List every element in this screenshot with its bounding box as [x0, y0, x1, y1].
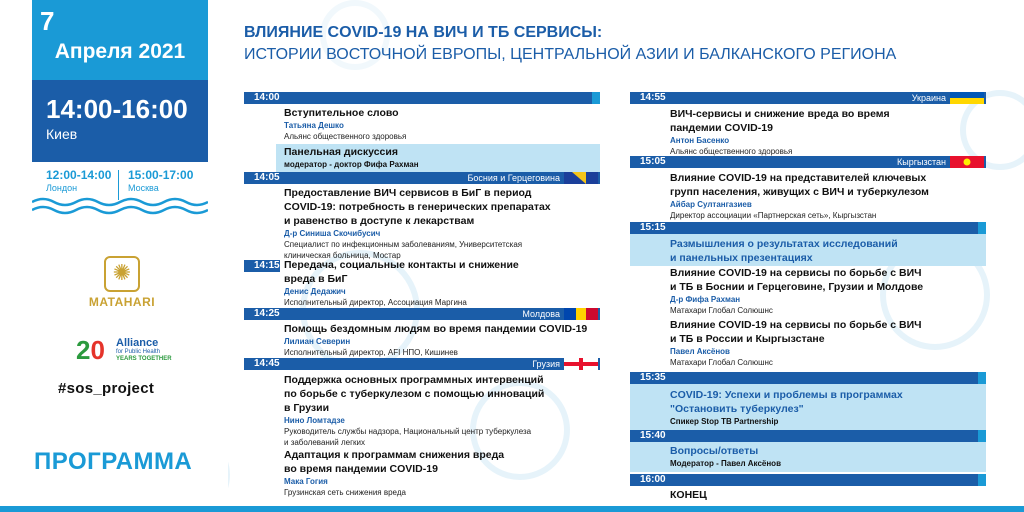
timezone-london	[46, 168, 111, 193]
kyrgyzstan-flag-icon	[950, 156, 984, 168]
item-title: Поддержка основных программных интервенций	[284, 374, 544, 386]
item-affiliation: Альянс общественного здоровья	[670, 147, 793, 156]
item-speaker: Павел Аксёнов	[670, 347, 730, 356]
alliance-20	[76, 336, 105, 364]
alliance-sub: for Public Health	[116, 349, 161, 355]
item-title: Влияние COVID-19 на сервисы по борьбе с ВИЧ	[670, 267, 922, 279]
slot-time: 16:00	[640, 474, 666, 485]
item-title: пандемии COVID-19	[670, 122, 773, 134]
page-subtitle: ИСТОРИИ ВОСТОЧНОЙ ЕВРОПЫ, ЦЕНТРАЛЬНОЙ АЗИИ И БАЛКАНСКОГО РЕГИОНА	[244, 46, 897, 63]
tz-time: 12:00-14:00	[46, 168, 112, 182]
item-affiliation: Исполнительный директор, Ассоциация Маргина	[284, 298, 467, 307]
sidebar	[0, 0, 228, 512]
item-title: Влияние COVID-19 на сервисы по борьбе с ВИЧ	[670, 319, 922, 331]
item-speaker: Айбар Султангазиев	[670, 200, 752, 209]
item-title: COVID-19: потребность в генерических препаратах	[284, 201, 551, 213]
slot-country: Кыргызстан	[897, 157, 946, 167]
item-title: Вступительное слово	[284, 107, 399, 119]
agenda-item	[670, 488, 707, 502]
date-box	[32, 0, 208, 80]
slot-country: Босния и Герцеговина	[467, 173, 560, 183]
agenda-item	[284, 106, 406, 142]
agenda-item	[284, 186, 551, 261]
item-speaker: Лилиан Северин	[284, 337, 351, 346]
program-title: ПРОГРАММА	[34, 448, 193, 475]
item-title: Передача, социальные контакты и снижение	[284, 259, 519, 271]
item-title: Размышления о результатах исследований	[670, 238, 898, 250]
time-slot	[244, 308, 600, 320]
agenda-item	[284, 322, 587, 358]
slot-time: 15:40	[640, 430, 666, 441]
item-speaker: Антон Басенко	[670, 136, 730, 145]
slot-time: 14:15	[254, 260, 280, 271]
item-affiliation: Матахари Глобал Солюшнс	[670, 358, 773, 367]
item-affiliation: клиническая больница, Мостар	[284, 251, 401, 260]
slot-bar	[978, 222, 986, 234]
item-affiliation: Альянс общественного здоровья	[284, 132, 407, 141]
slot-bar	[978, 372, 986, 384]
time-slot	[630, 474, 986, 486]
agenda-item	[670, 237, 898, 265]
item-speaker: Татьяна Дешко	[284, 121, 344, 130]
agenda-item	[670, 266, 923, 316]
alliance-2: 2	[76, 335, 91, 365]
time-slot	[244, 172, 600, 184]
item-title: COVID-19: Успехи и проблемы в программах	[670, 389, 903, 401]
time-slot	[630, 92, 986, 104]
timezone-moscow	[128, 168, 193, 193]
item-speaker: Спикер Stop TB Partnership	[670, 417, 779, 426]
item-title: и равенство в доступе к лекарствам	[284, 215, 475, 227]
item-title: и панельных презентациях	[670, 252, 813, 264]
slot-country: Молдова	[522, 309, 560, 319]
item-speaker: Модератор - Павел Аксёнов	[670, 459, 781, 468]
matahari-logo-text: MATAHARI	[88, 295, 156, 309]
item-affiliation: Руководитель службы надзора, Национальный центр туберкулеза	[284, 427, 532, 436]
time-slot	[630, 430, 986, 442]
time-slot	[630, 372, 986, 384]
tz-time: 15:00-17:00	[128, 168, 194, 182]
item-title: КОНЕЦ	[670, 489, 707, 501]
item-speaker: Д-р Фифа Рахман	[670, 295, 741, 304]
slot-time: 14:05	[254, 172, 280, 183]
item-title: Предоставление ВИЧ сервисов в БиГ в период	[284, 187, 532, 199]
agenda-item	[284, 373, 544, 448]
agenda-item	[670, 171, 929, 221]
item-title: Панельная дискуссия	[284, 146, 398, 158]
item-title: во время пандемии COVID-19	[284, 463, 438, 475]
matahari-logo	[84, 256, 160, 309]
item-affiliation: Грузинская сеть снижения вреда	[284, 488, 406, 497]
slot-bar	[978, 430, 986, 442]
sos-project-logo: #sos_project	[58, 380, 155, 397]
item-title: Влияние COVID-19 на представителей ключевых	[670, 172, 927, 184]
item-title: вреда в БиГ	[284, 273, 348, 285]
georgia-flag-icon	[564, 358, 598, 370]
item-affiliation: Директор ассоциации «Партнерская сеть», Кыргызстан	[670, 211, 877, 220]
slot-time: 15:35	[640, 372, 666, 383]
alliance-logo	[76, 336, 186, 364]
item-title: "Остановить туберкулез"	[670, 403, 804, 415]
agenda-item	[670, 318, 922, 368]
date-day: 7	[40, 6, 55, 36]
item-title: групп населения, живущих с ВИЧ и туберкулезом	[670, 186, 929, 198]
slot-time: 14:55	[640, 92, 666, 103]
wave-decoration	[32, 196, 208, 216]
alliance-0: 0	[90, 335, 105, 365]
item-affiliation: Специалист по инфекционным заболеваниям, Университетская	[284, 240, 523, 249]
agenda-item	[670, 444, 781, 469]
item-speaker: модератор - доктор Фифа Рахман	[284, 160, 419, 169]
item-affiliation: Исполнительный директор, AFI НПО, Кишинев	[284, 348, 458, 357]
slot-bar	[978, 474, 986, 486]
item-speaker: Д-р Синиша Скочибусич	[284, 229, 381, 238]
tz-city: Москва	[128, 183, 159, 193]
item-title: Помощь бездомным людям во время пандемии COVID-19	[284, 323, 588, 335]
item-title: Вопросы/ответы	[670, 445, 759, 457]
bosnia-flag-icon	[564, 172, 598, 184]
agenda-item	[284, 145, 419, 170]
slot-country: Украина	[911, 93, 946, 103]
schedule-left-column	[244, 92, 600, 506]
ukraine-flag-icon	[950, 92, 984, 104]
schedule-right-column	[630, 92, 986, 506]
item-affiliation: Матахари Глобал Солюшнс	[670, 306, 773, 315]
slot-bar	[592, 92, 600, 104]
item-speaker: Мака Гогия	[284, 477, 328, 486]
agenda-item	[284, 448, 504, 498]
slot-time: 14:25	[254, 308, 280, 319]
alliance-years: YEARS TOGETHER	[116, 356, 172, 362]
item-title: и ТБ в России и Кыргызстане	[670, 333, 825, 345]
page-title: ВЛИЯНИЕ COVID-19 НА ВИЧ И ТБ СЕРВИСЫ:	[244, 24, 603, 41]
slot-country: Грузия	[532, 359, 560, 369]
item-title: и ТБ в Боснии и Герцеговине, Грузии и Молдове	[670, 281, 924, 293]
time-slot	[244, 260, 280, 272]
time-slot	[630, 156, 986, 168]
date-month: Апреля 2021	[54, 40, 186, 63]
agenda-item	[670, 388, 903, 427]
sun-icon: ✺	[104, 256, 140, 292]
item-title: ВИЧ-сервисы и снижение вреда во время	[670, 108, 890, 120]
item-speaker: Денис Дедажич	[284, 287, 346, 296]
alliance-name: Alliance	[116, 337, 159, 349]
slot-time: 15:15	[640, 222, 666, 233]
item-affiliation: и заболеваний легких	[284, 438, 365, 447]
event-city: Киев	[46, 126, 78, 142]
item-speaker: Нино Ломтадзе	[284, 416, 345, 425]
time-box	[32, 80, 208, 214]
item-title: в Грузии	[284, 402, 330, 414]
agenda-item	[670, 107, 890, 157]
time-slot	[244, 358, 600, 370]
item-title: Адаптация к программам снижения вреда	[284, 449, 505, 461]
time-slot	[630, 222, 986, 234]
slot-time: 14:45	[254, 358, 280, 369]
moldova-flag-icon	[564, 308, 598, 320]
time-slot	[244, 92, 600, 104]
event-time: 14:00-16:00	[46, 94, 188, 124]
bottom-strip	[0, 506, 1024, 512]
slot-time: 15:05	[640, 156, 666, 167]
agenda-item	[284, 258, 519, 308]
item-title: по борьбе с туберкулезом с помощью инноваций	[284, 388, 545, 400]
tz-city: Лондон	[46, 183, 78, 193]
slot-time: 14:00	[254, 92, 280, 103]
